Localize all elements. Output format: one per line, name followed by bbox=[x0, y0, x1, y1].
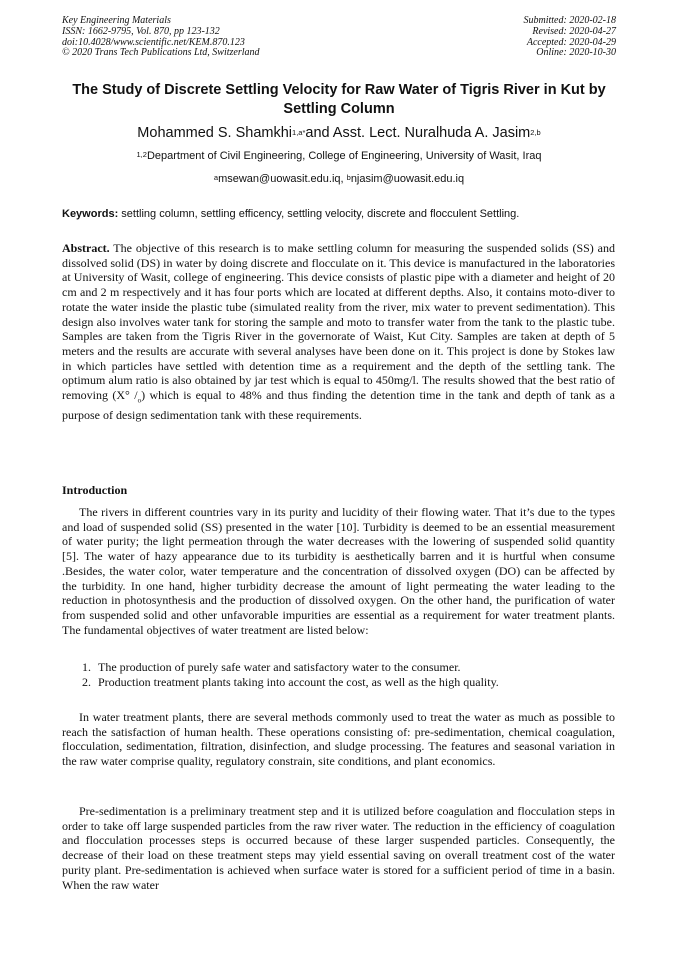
date-submitted: Submitted: 2020-02-18 bbox=[523, 15, 616, 26]
abstract bbox=[62, 241, 615, 423]
journal-copyright: © 2020 Trans Tech Publications Ltd, Switzerland bbox=[62, 47, 260, 59]
keywords bbox=[62, 207, 618, 221]
affiliation-text: Department of Civil Engineering, College of Engineering, University of Wasit, Iraq bbox=[146, 150, 542, 162]
abstract-subscript: o bbox=[137, 396, 142, 405]
introduction-heading: Introduction bbox=[62, 483, 128, 497]
affiliation bbox=[62, 150, 616, 163]
paper-title: The Study of Discrete Settling Velocity for Raw Water of Tigris River in Kut by Settling Column bbox=[72, 82, 606, 117]
keywords-label: Keywords: bbox=[62, 208, 119, 220]
author-line bbox=[62, 124, 616, 142]
author-1: Mohammed S. Shamkhi bbox=[137, 125, 293, 141]
email-b-marker: b bbox=[346, 172, 351, 182]
abstract-text: The objective of this research is to make settling column for measuring the suspended solids (SS) and dissolved solid (DS) in water by doing discrete and flocculate on it. This device is manufactured in the laboratories at University of Wasit, college of engineering. This device consists of plastic pipe with a diameter and height of 20 cm and 2 m respectively and it has four ports which are located at different depths. Also, it contains moto-diver to rotate the water inside the plastic tube (simulated reality from the river, mix water to prevent sedimentation). This design also involves water tank for storing the sample and moto to transfer water from the tank to the plastic tube. Samples are taken from the Tigris River in the governorate of Waist, Kut City. Samples are taken at depth of 5 meters and the results are accurate with several analyses have been done on it. This project is done by Stokes law in which particles have settled with detention time as a requirement and the depth of the settling tank. The optimum alum ratio is also obtained by jar test which is equal to 450mg/l. The results showed that the best ratio of removing (X° / bbox=[62, 241, 615, 403]
abstract-text-end: ) which is equal to 48% and thus finding the detention time in the tank and depth of tank as a purpose of design sedimentation tank with these requirements. bbox=[62, 388, 615, 423]
list-item bbox=[62, 675, 615, 690]
affiliation-marker: 1,2 bbox=[136, 149, 147, 159]
date-accepted: Accepted: 2020-04-29 bbox=[526, 36, 616, 48]
list-number: 2. bbox=[82, 674, 91, 689]
date-revised: Revised: 2020-04-27 bbox=[532, 25, 616, 37]
email-a[interactable]: msewan@uowasit.edu.iq, bbox=[218, 173, 347, 185]
intro-paragraph-1: The rivers in different countries vary in its purity and lucidity of their flowing water. That it’s due to the types and load of suspended solid (SS) presented in the water [10]. Turbidity is deemed to be an essential measurement of water purity; the light permeation through the water decreases with the lowering of suspended solid quantity [5]. The water of hazy appearance due to its turbidity is aesthetically barren and it is hurtful when consume .Besides, the water color, water temperature and the concentration of dissolved oxygen (DO) can be affected by the turbidity. In one hand, higher turbidity decrease the amount of light permeating the water leading to the reduction in photosynthesis and the production of dissolved oxygen. On the other hand, the purification of water from suspended solid and other unfavorable impurities are essential as a requirement for water treatment plants. The fundamental objectives of water treatment are listed below: bbox=[62, 505, 615, 637]
email-line bbox=[62, 173, 616, 186]
list-text: The production of purely safe water and satisfactory water to the consumer. bbox=[98, 660, 461, 674]
date-online: Online: 2020-10-30 bbox=[536, 47, 616, 59]
intro-paragraph-3: Pre-sedimentation is a preliminary treatment step and it is utilized before coagulation and flocculation steps in order to take off large suspended particles from the raw river water. The reduction in the efficiency of coagulation and flocculation processes steps is occurred because of these larger suspended particles. Consequently, the decrease of their load on these treatment steps may yield essential saving on overall treatment cost of the water purity plant. Pre-sedimentation is achieved when surface water is stored for a sufficient period of time in a basin. When the raw water bbox=[62, 804, 615, 892]
submission-dates bbox=[524, 16, 617, 59]
keywords-text: settling column, settling efficency, settling velocity, discrete and flocculent Settling. bbox=[118, 208, 520, 220]
abstract-label: Abstract. bbox=[62, 241, 110, 255]
author-1-marker: 1,a* bbox=[292, 127, 306, 137]
email-a-marker: a bbox=[213, 172, 219, 182]
journal-issn: ISSN: 1662-9795, Vol. 870, pp 123-132 bbox=[62, 25, 220, 37]
journal-doi: doi:10.4028/www.scientific.net/KEM.870.123 bbox=[62, 36, 245, 48]
journal-name: Key Engineering Materials bbox=[62, 15, 171, 26]
objectives-list bbox=[62, 660, 615, 689]
email-b[interactable]: njasim@uowasit.edu.iq bbox=[350, 173, 465, 185]
list-text: Production treatment plants taking into account the cost, as well as the high quality. bbox=[98, 674, 499, 689]
list-number: 1. bbox=[82, 660, 91, 674]
list-item bbox=[62, 660, 615, 675]
journal-info bbox=[62, 16, 260, 59]
author-2: and Asst. Lect. Nuralhuda A. Jasim bbox=[305, 125, 531, 141]
author-2-marker: 2,b bbox=[530, 127, 541, 137]
intro-paragraph-2: In water treatment plants, there are several methods commonly used to treat the water as much as possible to reach the satisfaction of human health. These operations consisting of: pre-sedimentation, chemical coagulation, flocculation, sedimentation, filtration, disinfection, and sludge processing. The features and seasonal variation in the raw water comprise quality, regulatory constrain, site conditions, and plant economics. bbox=[62, 710, 615, 769]
